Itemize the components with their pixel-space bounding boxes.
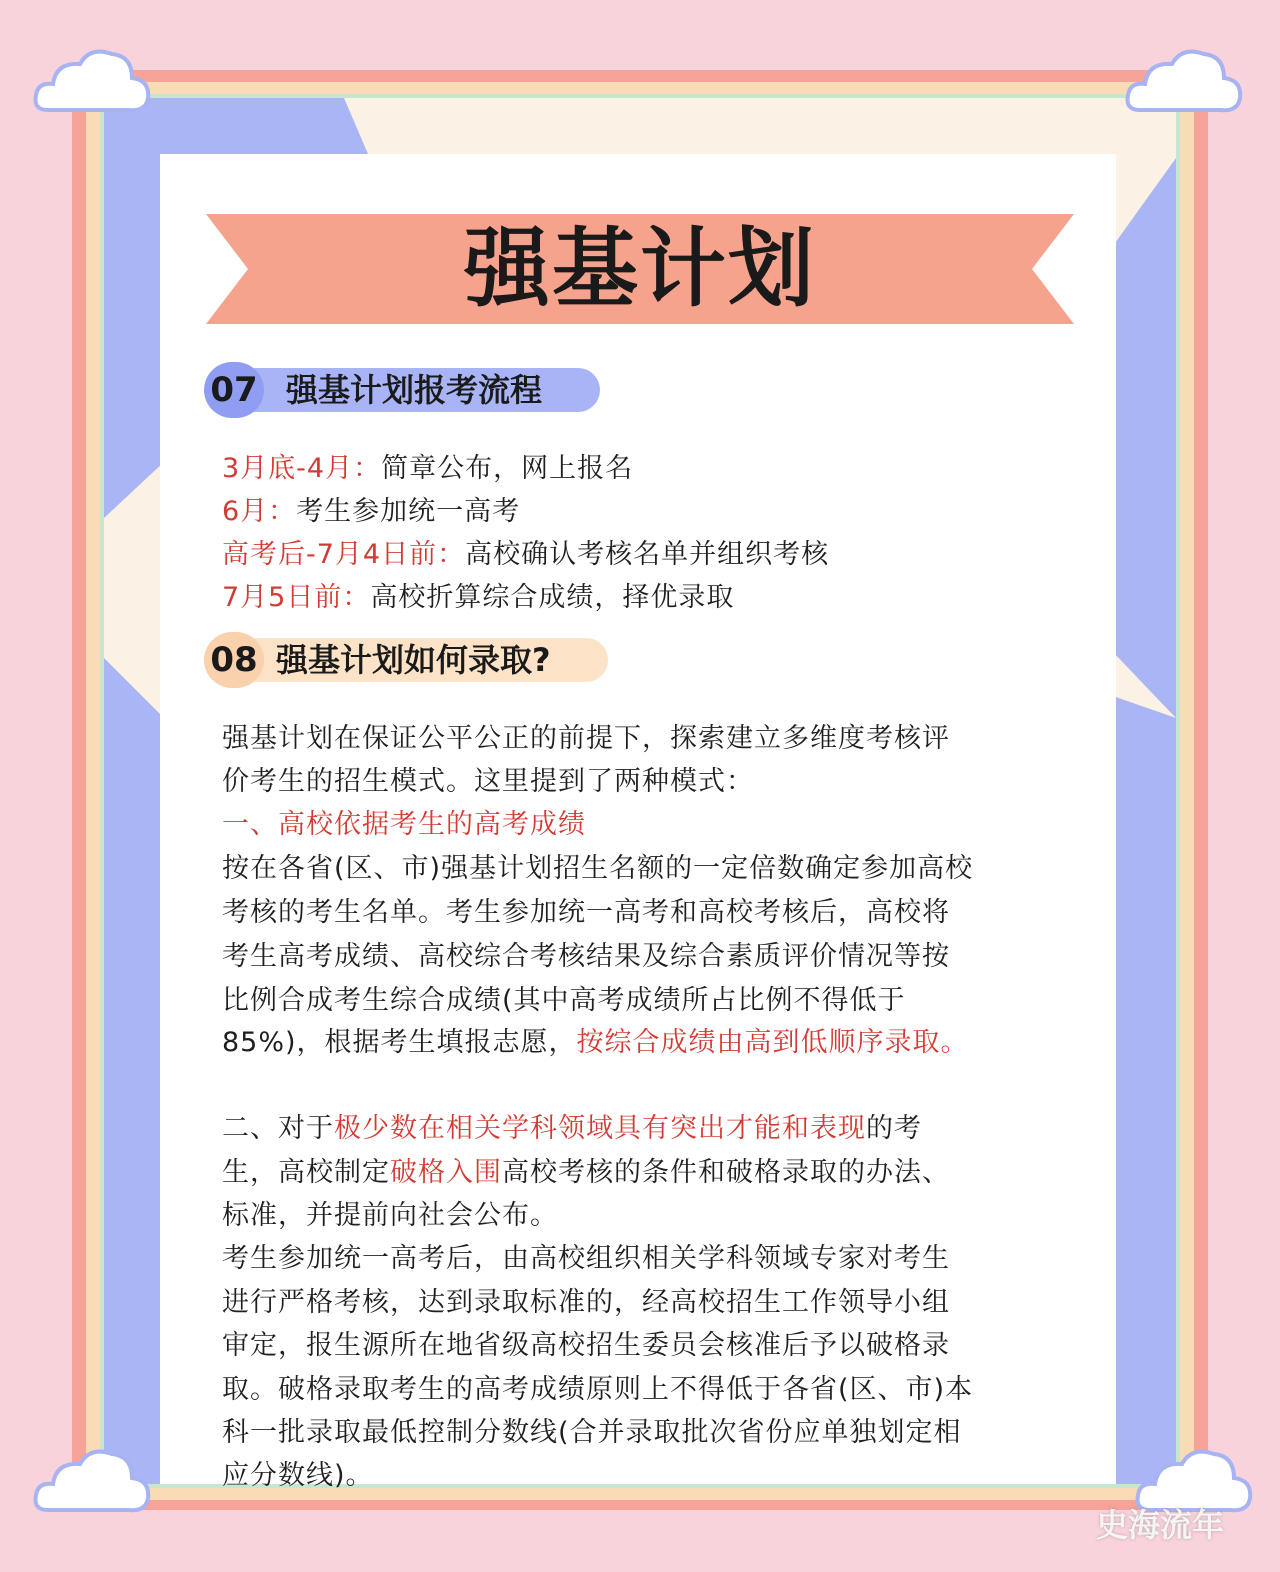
body-line: 科一批录取最低控制分数线(合并录取批次省份应单独划定相: [222, 1417, 962, 1448]
timeline-text: 高校折算综合成绩，择优录取: [370, 582, 735, 613]
body-line: 强基计划在保证公平公正的前提下，探索建立多维度考核评: [222, 723, 950, 754]
body-text: 生，高校制定: [222, 1157, 390, 1188]
timeline-date: 3月底-4月：: [222, 453, 382, 484]
timeline-text: 考生参加统一高考: [296, 496, 521, 527]
body-line: 按在各省(区、市)强基计划招生名额的一定倍数确定参加高校: [222, 853, 974, 884]
timeline-text: 简章公布，网上报名: [381, 453, 634, 484]
body-text: 85%)，根据考生填报志愿，: [222, 1027, 577, 1058]
timeline-date: 高考后-7月4日前：: [222, 539, 466, 570]
body-text: 高校考核的条件和破格录取的办法、: [502, 1157, 950, 1188]
section-header-07: [204, 362, 604, 418]
section-number: 08: [204, 632, 264, 688]
body-line: 价考生的招生模式。这里提到了两种模式：: [222, 766, 754, 797]
body-line: 考核的考生名单。考生参加统一高考和高校考核后，高校将: [222, 897, 950, 928]
highlight-text: 极少数在相关学科领域具有突出才能和表现: [334, 1113, 866, 1144]
mode-1-title: 一、高校依据考生的高考成绩: [222, 809, 586, 840]
section-number: 07: [204, 362, 264, 418]
body-line: 考生高考成绩、高校综合考核结果及综合素质评价情况等按: [222, 941, 950, 972]
cloud-icon: [1120, 40, 1250, 130]
watermark: 史海流年: [1096, 1506, 1225, 1544]
timeline-item: [222, 446, 633, 485]
cloud-icon: [28, 1440, 158, 1530]
timeline-date: 6月：: [222, 496, 297, 527]
section-header-08: [204, 632, 614, 688]
timeline-item: [222, 575, 734, 614]
body-line: 标准，并提前向社会公布。: [222, 1200, 558, 1231]
body-text: 的考: [866, 1113, 922, 1144]
body-line: 进行严格考核，达到录取标准的，经高校招生工作领导小组: [222, 1287, 950, 1318]
body-line: 比例合成考生综合成绩(其中高考成绩所占比例不得低于: [222, 985, 906, 1016]
section-heading: 强基计划报考流程: [286, 371, 543, 409]
highlight-text: 破格入围: [390, 1157, 502, 1188]
body-line: [222, 1150, 950, 1189]
body-line: 应分数线)。: [222, 1460, 374, 1491]
body-line: 考生参加统一高考后，由高校组织相关学科领域专家对考生: [222, 1243, 950, 1274]
timeline-text: 高校确认考核名单并组织考核: [465, 539, 830, 570]
cloud-icon: [28, 40, 158, 130]
body-line: 审定，报生源所在地省级高校招生委员会核准后予以破格录: [222, 1330, 950, 1361]
timeline-date: 7月5日前：: [222, 582, 371, 613]
body-line: [222, 1020, 969, 1059]
body-line: [222, 1106, 922, 1145]
section-heading: 强基计划如何录取?: [276, 641, 551, 679]
timeline-item: [222, 532, 829, 571]
page-title: 强基计划: [464, 218, 816, 319]
title-ribbon: [206, 214, 1074, 324]
body-text: 二、对于: [222, 1113, 334, 1144]
highlight-text: 按综合成绩由高到低顺序录取。: [576, 1027, 969, 1058]
timeline-item: [222, 489, 520, 528]
body-line: 取。破格录取考生的高考成绩原则上不得低于各省(区、市)本: [222, 1374, 974, 1405]
